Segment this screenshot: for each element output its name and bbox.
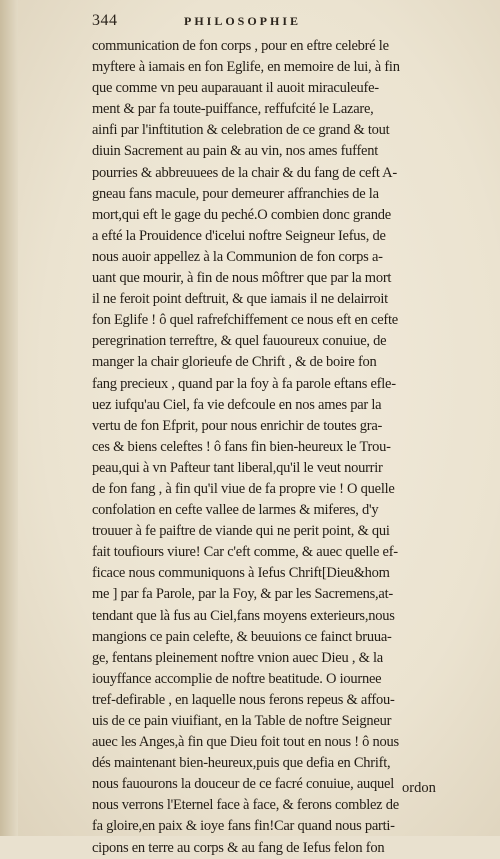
text-line: vertu de fon Efprit, pour nous enrichir de toutes gra-	[92, 417, 383, 434]
text-line: a efté la Prouidence d'icelui noftre Seigneur Iefus, de	[92, 227, 386, 244]
text-line: ainfi par l'inftitution & celebration de ce grand & tout	[92, 122, 390, 139]
text-line: nous verrons l'Eternel face à face, & ferons comblez de	[92, 797, 399, 814]
text-line: iouyffance accomplie de noftre beatitude. O iournee	[92, 670, 382, 687]
text-line: uis de ce pain viuifiant, en la Table de noftre Seigneur	[92, 713, 392, 729]
text-line: ge, fentans pleinement noftre vnion auec Dieu , & la	[92, 649, 383, 666]
text-line: tendant que là fus au Ciel,fans moyens exterieurs,nous	[92, 607, 395, 624]
text-line: fon Eglife ! ô quel rafrefchiffement ce nous eft en cefte	[92, 312, 398, 329]
body-text	[92, 36, 472, 859]
text-line: mort,qui eft le gage du peché.O combien donc grande	[92, 206, 391, 223]
text-line: ment & par fa toute-puiffance, reffufcité le Lazare,	[92, 101, 374, 118]
text-line: dés maintenant bien-heureux,puis que defia en Chrift,	[92, 755, 391, 772]
text-line: fa gloire,en paix & ioye fans fin!Car quand nous parti-	[92, 818, 395, 835]
text-line: myftere à iamais en fon Eglife, en memoire de lui, à fin	[92, 59, 400, 76]
running-head: PHILOSOPHIE	[184, 14, 302, 28]
page-number: 344	[92, 12, 118, 29]
text-line: cipons en terre au corps & au fang de Iefus felon fon	[92, 839, 385, 856]
text-line: nous fauourons la douceur de ce facré conuiue, auquel	[92, 776, 394, 793]
text-line: trouuer à fe paiftre de viande qui ne perit point, & qui	[92, 523, 390, 540]
page-header	[92, 12, 452, 32]
text-line: tref-defirable , en laquelle nous ferons repeus & affou-	[92, 691, 395, 708]
text-line: pourries & abbreuuees de la chair & du fang de ceft A-	[92, 164, 397, 181]
text-line: uez iufqu'au Ciel, fa vie defcoule en nos ames par la	[92, 396, 382, 413]
page-gutter-shadow	[0, 0, 18, 836]
text-line: diuin Sacrement au pain & au vin, nos ames fuffent	[92, 143, 379, 160]
text-line: peau,qui à vn Pafteur tant liberal,qu'il le veut nourrir	[92, 459, 383, 476]
text-line: ces & biens celeftes ! ô fans fin bien-heureux le Trou-	[92, 438, 391, 455]
text-line: communication de fon corps , pour en eftre celebré le	[92, 38, 389, 54]
text-line: auec les Anges,à fin que Dieu foit tout en nous ! ô nous	[92, 734, 399, 751]
text-line: uant que mourir, à fin de nous môftrer que par la mort	[92, 270, 392, 287]
text-line: nous auoir appellez à la Communion de fon corps a-	[92, 248, 383, 265]
text-line: il ne feroit point deftruit, & que iamais il ne delairroit	[92, 291, 388, 308]
text-line: fait toufiours viure! Car c'eft comme, & auec quelle ef-	[92, 544, 398, 561]
text-line: confolation en cefte vallee de larmes & miferes, d'y	[92, 502, 379, 519]
text-line: gneau fans macule, pour demeurer affranchies de la	[92, 185, 379, 202]
text-line: fang precieux , quand par la foy à fa parole eftans efle-	[92, 375, 396, 392]
catchword: ordon	[402, 780, 436, 796]
text-line: peregrination terreftre, & quel fauoureux conuiue, de	[92, 333, 387, 350]
text-line: que comme vn peu auparauant il auoit miraculeufe-	[92, 80, 379, 97]
text-line: mangions ce pain celefte, & beuuions ce fainct bruua-	[92, 628, 392, 645]
text-line: me ] par fa Parole, par la Foy, & par les Sacremens,at-	[92, 586, 393, 603]
text-line: de fon fang , à fin qu'il viue de fa propre vie ! O quelle	[92, 480, 395, 497]
text-line: ficace nous communiquons à Iefus Chrift[Dieu&hom	[92, 565, 390, 582]
text-line: manger la chair glorieufe de Chrift , & de boire fon	[92, 354, 377, 371]
